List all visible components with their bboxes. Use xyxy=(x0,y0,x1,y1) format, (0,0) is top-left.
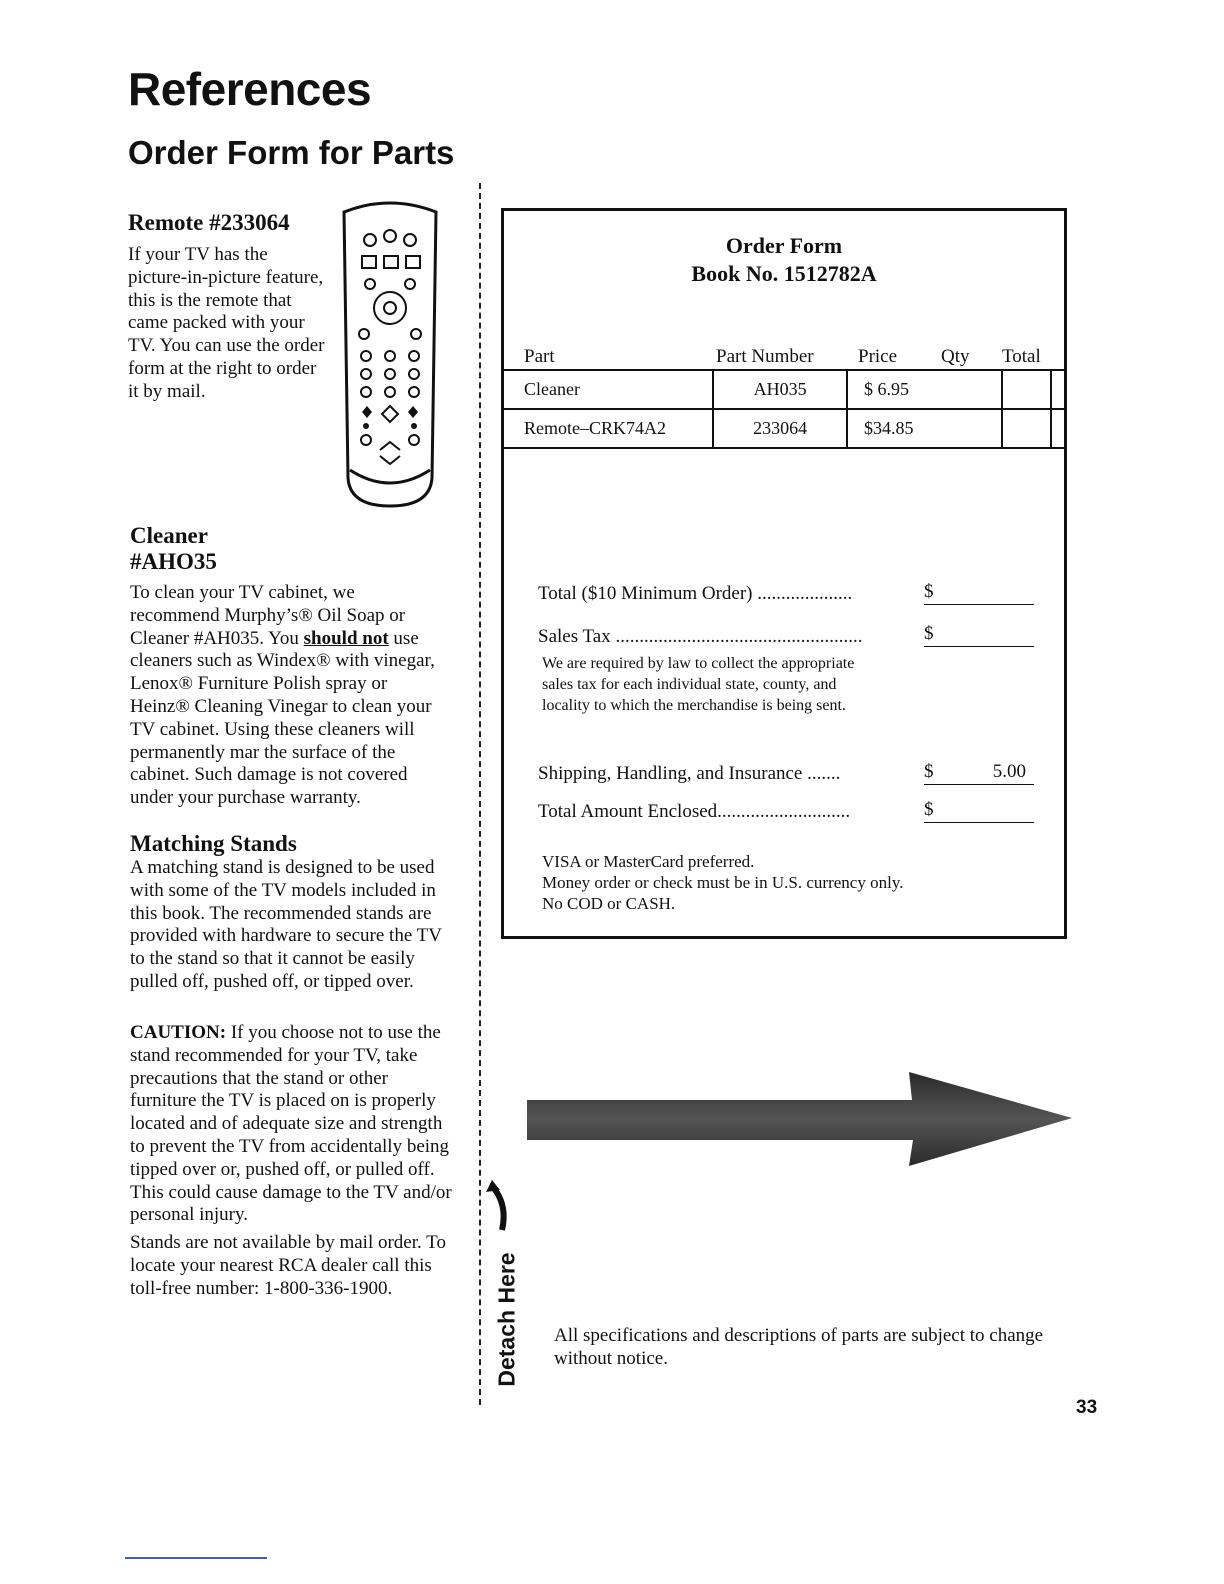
cleaner-heading-line1: Cleaner xyxy=(130,523,208,548)
payment-line-2: Money order or check must be in U.S. currency only. xyxy=(542,873,904,892)
right-arrow-icon xyxy=(527,1072,1072,1168)
price-cell: $ 6.95 xyxy=(847,370,1002,409)
currency-symbol: $ xyxy=(924,581,934,602)
remote-control-illustration xyxy=(334,200,446,512)
price-cell: $34.85 xyxy=(847,409,1002,448)
cleaner-text-before: To clean your TV cabinet, we recommend Murphy’s® Oil Soap or Cleaner #AH035. You xyxy=(130,582,406,649)
bottom-rule xyxy=(125,1557,267,1559)
stands-availability: Stands are not available by mail order. To locate your nearest RCA dealer call this toll-free number: 1-800-336-1900. xyxy=(130,1232,446,1299)
stands-description: A matching stand is designed to be used with some of the TV models included in this book. The recommended stands are provided with hardware to secure the TV to the stand so that it cannot be easily pulled off, pushed off, or tipped over. xyxy=(130,857,442,992)
cleaner-heading xyxy=(130,523,217,575)
table-row xyxy=(504,409,1064,448)
order-form-title: Order Form xyxy=(725,233,843,258)
cleaner-text-after: use cleaners such as Windex® with vinegar, Lenox® Furniture Polish spray or Heinz® Cleaning Vinegar to clean your TV cabinet. Using these cleaners will permanently mar the surface of the cabinet. Such damage is not covered under your purchase warranty. xyxy=(130,627,435,809)
stands-heading: Matching Stands xyxy=(130,831,297,856)
payment-line-3: No COD or CASH. xyxy=(542,894,676,913)
curved-arrow-icon xyxy=(484,1178,514,1238)
page-number: 33 xyxy=(1076,1397,1098,1418)
sales-tax-label: Sales Tax .................................................... xyxy=(538,626,863,647)
column-header-part: Part xyxy=(524,346,555,367)
page-title: References xyxy=(128,63,372,115)
caution-label: CAUTION: xyxy=(130,1022,227,1043)
part-name-cell: Remote–CRK74A2 xyxy=(504,409,713,448)
order-form xyxy=(501,208,1067,939)
remote-heading: Remote #233064 xyxy=(128,210,290,235)
order-form-book-number: Book No. 1512782A xyxy=(691,261,877,286)
cleaner-warning-emphasis: should not xyxy=(303,627,389,649)
part-number-cell: AH035 xyxy=(713,370,847,409)
currency-symbol: $ xyxy=(924,761,934,782)
caution-text: If you choose not to use the stand recommended for your TV, take precautions that the stand or other furniture the TV is placed on is properly located and of adequate size and strength to prevent the TV from accidentally being tipped over or, pushed off, or pulled off. This could cause damage to the TV and/or personal injury. xyxy=(130,1022,452,1226)
shipping-field[interactable] xyxy=(924,761,1034,785)
column-header-price: Price xyxy=(858,346,898,367)
cleaner-heading-line2: #AHO35 xyxy=(130,549,217,574)
specifications-note: All specifications and descriptions of parts are subject to change without notice. xyxy=(554,1325,1044,1369)
column-header-total: Total xyxy=(1002,346,1041,367)
part-name-cell: Cleaner xyxy=(504,370,713,409)
total-cell[interactable] xyxy=(1051,370,1064,409)
detach-dashed-line xyxy=(479,183,481,1405)
shipping-amount: 5.00 xyxy=(992,761,1026,782)
part-number-cell: 233064 xyxy=(713,409,847,448)
currency-symbol: $ xyxy=(924,799,934,820)
total-label: Total ($10 Minimum Order) .................... xyxy=(538,583,853,604)
total-field[interactable] xyxy=(924,581,1034,605)
total-enclosed-label: Total Amount Enclosed............................ xyxy=(538,801,851,822)
remote-description: If your TV has the picture-in-picture feature, this is the remote that came packed with your TV. You can use the order form at the right to order it by mail. xyxy=(128,244,325,402)
currency-symbol: $ xyxy=(924,623,934,644)
shipping-label: Shipping, Handling, and Insurance ....... xyxy=(538,763,841,784)
column-header-qty: Qty xyxy=(941,346,970,367)
total-enclosed-field[interactable] xyxy=(924,799,1034,823)
sales-tax-note: We are required by law to collect the appropriate sales tax for each individual state, county, and locality to which the merchandise is being sent. xyxy=(542,655,855,714)
stands-caution xyxy=(130,1022,452,1227)
detach-marker xyxy=(476,1250,536,1390)
detach-here-label: Detach Here xyxy=(493,1252,520,1387)
column-header-part-number: Part Number xyxy=(716,346,814,367)
total-cell[interactable] xyxy=(1051,409,1064,448)
sales-tax-field[interactable] xyxy=(924,623,1034,647)
parts-table xyxy=(504,369,1064,449)
cleaner-description xyxy=(130,582,448,810)
qty-cell[interactable] xyxy=(1002,370,1051,409)
page-subtitle: Order Form for Parts xyxy=(128,134,455,171)
qty-cell[interactable] xyxy=(1002,409,1051,448)
table-row xyxy=(504,370,1064,409)
payment-line-1: VISA or MasterCard preferred. xyxy=(542,852,755,871)
